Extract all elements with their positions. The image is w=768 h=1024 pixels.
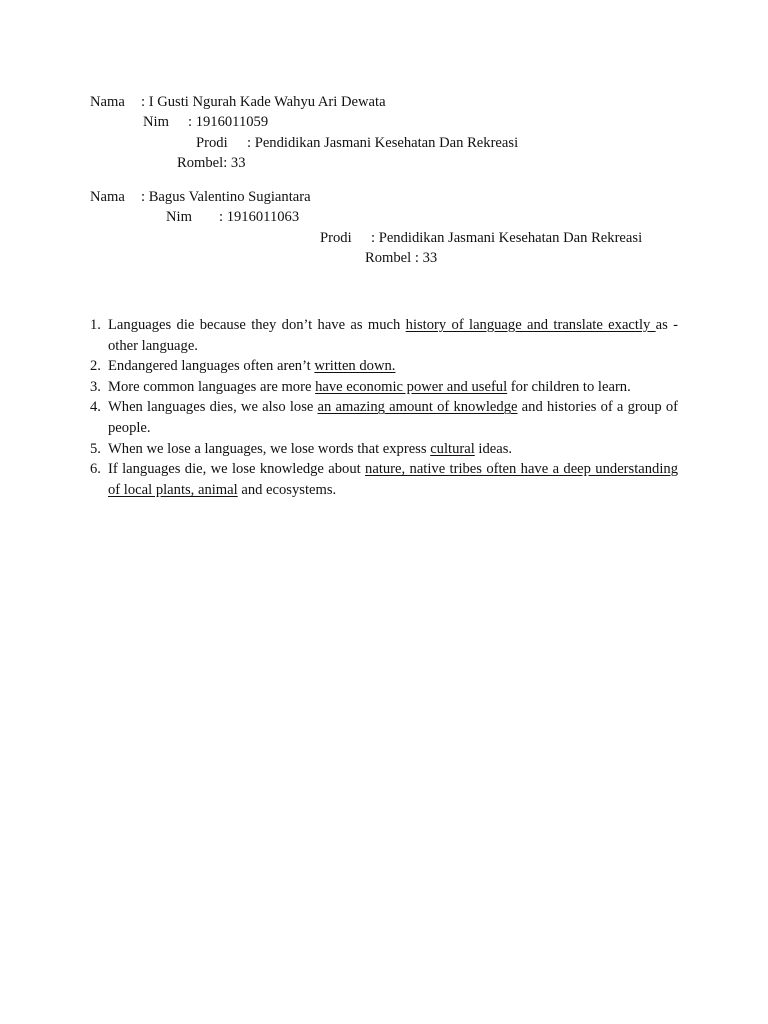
list-item-underlined: history of language and translate exactly — [405, 317, 656, 333]
student1-prodi-value: : Pendidikan Jasmani Kesehatan Dan Rekreasi — [247, 135, 519, 151]
list-item-text: Languages die because they don’t have as much — [108, 317, 406, 333]
list-item-text: and ecosystems. — [237, 481, 337, 498]
student1-nim-label: Nim — [143, 114, 169, 130]
list-item-text: and histories of a group of people. — [108, 399, 678, 436]
student2-rombel: Rombel : 33 — [365, 250, 438, 266]
list-item-text: Endangered languages often aren’t — [108, 358, 315, 375]
answer-list — [90, 315, 678, 500]
list-item-underlined: have economic power and useful — [315, 378, 508, 395]
list-item-number: 5. — [90, 440, 101, 457]
list-item — [90, 397, 678, 438]
student2-nim-label: Nim — [166, 209, 192, 225]
list-item — [90, 459, 678, 500]
list-item-number: 3. — [90, 378, 101, 395]
list-item-text: as - other language. — [108, 317, 678, 354]
list-item-number: 6. — [90, 461, 101, 478]
list-item-text: More common languages are more — [108, 378, 316, 395]
student2-nama-label: Nama — [90, 189, 125, 205]
list-item — [90, 377, 678, 398]
list-item-underlined: cultural — [430, 440, 475, 457]
student2-nim-value: : 1916011063 — [219, 209, 300, 225]
list-item-number: 4. — [90, 399, 101, 416]
student1-nama-value: : I Gusti Ngurah Kade Wahyu Ari Dewata — [141, 94, 386, 110]
list-item-underlined: an amazing amount of knowledge — [317, 399, 518, 416]
list-item-text: for children to learn. — [507, 378, 631, 395]
list-item-text: ideas. — [474, 440, 513, 457]
student1-nama-label: Nama — [90, 94, 125, 110]
list-item-underlined: written down. — [314, 358, 396, 375]
list-item-underlined: nature, native tribes often have a deep understanding of local plants, animal — [108, 461, 678, 498]
student2-prodi-value: : Pendidikan Jasmani Kesehatan Dan Rekreasi — [371, 230, 643, 246]
list-item — [90, 439, 678, 460]
list-item-text: When languages dies, we also lose — [108, 399, 318, 416]
student2-prodi-label: Prodi — [320, 230, 352, 246]
student1-prodi-label: Prodi — [196, 135, 228, 151]
list-item-text: If languages die, we lose knowledge about — [108, 461, 366, 478]
list-item — [90, 356, 678, 377]
list-item-text: When we lose a languages, we lose words that express — [108, 440, 431, 457]
student1-nim-value: : 1916011059 — [188, 114, 269, 130]
student1-rombel: Rombel: 33 — [177, 155, 246, 171]
list-item-number: 1. — [90, 317, 101, 333]
list-item — [90, 315, 678, 356]
student2-nama-value: : Bagus Valentino Sugiantara — [141, 189, 311, 205]
list-item-number: 2. — [90, 358, 101, 375]
